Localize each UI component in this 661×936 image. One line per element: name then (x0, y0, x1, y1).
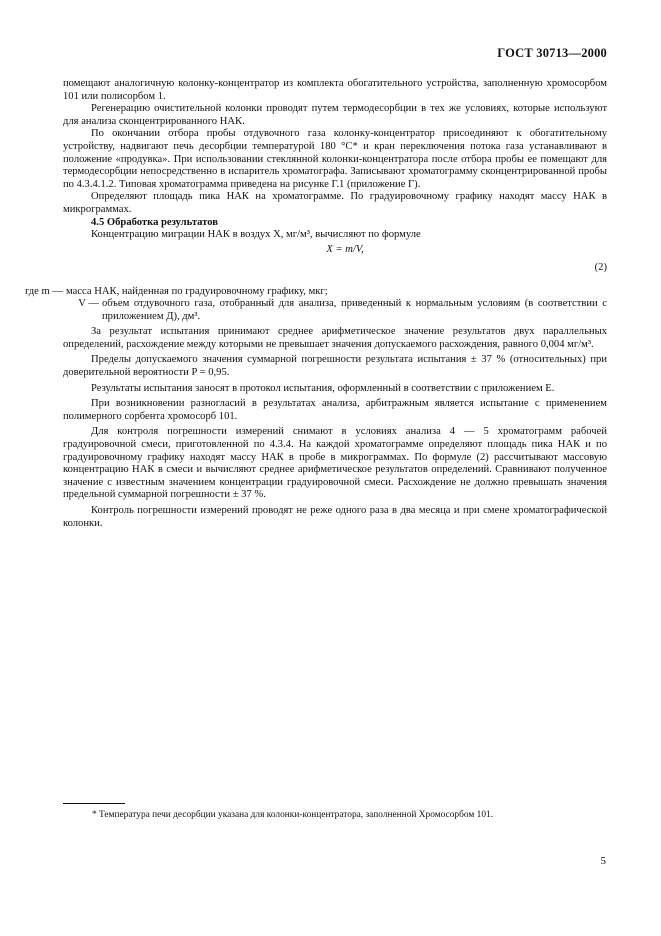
variable-definition-v (63, 298, 607, 323)
footnote-divider (63, 803, 125, 804)
variable-description: объем отдувочного газа, отобранный для анализа, приведенный к нормальным условиям (в соответствии с приложением Д), дм³. (102, 298, 607, 322)
standard-header: ГОСТ 30713—2000 (497, 46, 607, 60)
paragraph: Результаты испытания заносят в протокол испытания, оформленный в соответствии с приложением Е. (91, 382, 555, 394)
paragraph: помещают аналогичную колонку-концентратор из комплекта обогатительного устройства, заполненную хромосорбом 101 или полисорбом 1. (63, 78, 607, 102)
formula-number: (2) (594, 262, 607, 274)
paragraph: По окончании отбора пробы отдувочного газа колонку-концентратор присоединяют к обогатительному устройству, надвигают печь десорбции температурой 180 °С* и кран переключения потока газа устанавливают в положение «продувка». При использовании стеклянной колонки-концентратора после отбора пробы ее помещают для термодесорбции непосредственно в испаритель хроматографа. Записывают хроматограмму сконцентрированной пробы по 4.3.4.1.2. Типовая хроматограмма приведена на рисунке Г.1 (приложение Г). (63, 128, 607, 190)
variable-description: масса НАК, найденная по градуировочному графику, мкг; (66, 285, 328, 297)
variable-symbol: V — (78, 298, 99, 310)
paragraph: Пределы допускаемого значения суммарной погрешности результата испытания ± 37 % (относительных) при доверительной вероятности P = 0,95. (63, 354, 607, 379)
document-body (24, 78, 607, 530)
section-heading: 4.5 Обработка результатов (91, 216, 218, 228)
paragraph: Определяют площадь пика НАК на хроматограмме. По градуировочному графику находят массу НАК в микрограммах. (63, 191, 607, 215)
footnote: * Температура печи десорбции указана для колонки-концентратора, заполненной Хромосорбом 101. (92, 810, 494, 820)
variable-definition-m (24, 285, 607, 299)
paragraph: Контроль погрешности измерений проводят не реже одного раза в два месяца и при смене хроматографической колонки. (63, 505, 607, 529)
paragraph: Концентрацию миграции НАК в воздух X, мг/м³, вычисляют по формуле (91, 229, 421, 241)
paragraph: При возникновении разногласий в результатах анализа, арбитражным является испытание с применением полимерного сорбента хромосорб 101. (63, 398, 607, 422)
paragraph: Для контроля погрешности измерений снимают в условиях анализа 4 — 5 хроматограмм рабочей градуировочной смеси, приготовленной по 4.3.4. На каждой хроматограмме определяют площадь пика НАК и по градуировочному графику находят массу НАК в пробе в микрограммах. По формуле (2) рассчитывают массовую концентрацию НАК в смеси и вычисляют среднее арифметическое результатов определений. Сравнивают полученное значение с известным значением концентрации градуировочной смеси. Расхождение не должно превышать значения предельной суммарной погрешности ± 37 %. (63, 426, 607, 501)
paragraph: За результат испытания принимают среднее арифметическое значение результатов двух параллельных определений, расхождение между которыми не превышает значения допускаемого расхождения, равного 0,004 мг/м³. (63, 326, 607, 350)
formula: X = m/V, (326, 243, 364, 255)
variable-symbol: где m — (24, 285, 63, 297)
paragraph: Регенерацию очистительной колонки проводят путем термодесорбции в тех же условиях, которые используют для анализа сконцентрированного НАК. (63, 103, 607, 127)
page-number: 5 (600, 855, 606, 867)
